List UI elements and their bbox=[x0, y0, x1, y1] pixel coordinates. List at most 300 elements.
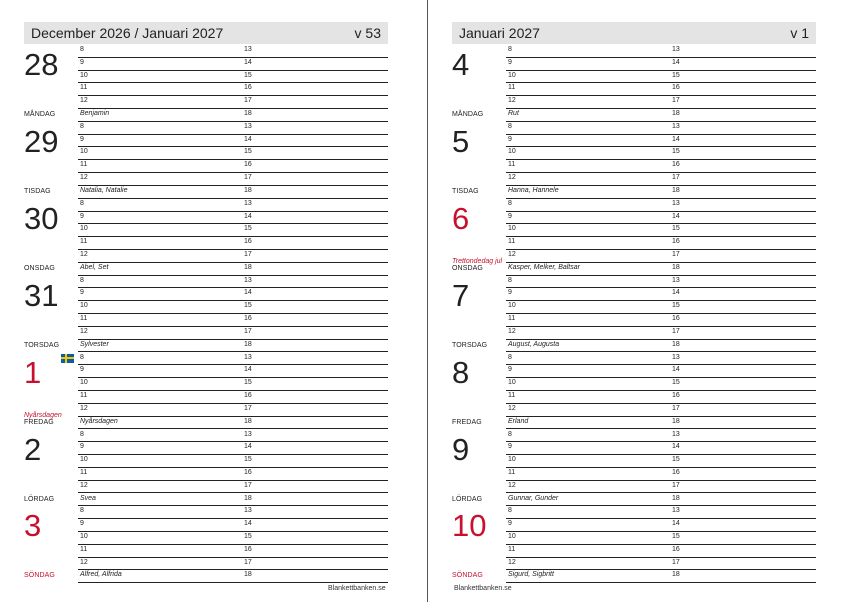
right-page-footer: Blankettbanken.se bbox=[454, 585, 512, 592]
weekday-label: LÖRDAG bbox=[24, 495, 55, 503]
hour-label: 14 bbox=[672, 520, 680, 528]
hour-label: 11 bbox=[80, 161, 88, 169]
hour-label: 13 bbox=[672, 199, 680, 207]
hour-label: 11 bbox=[80, 238, 88, 246]
hour-row bbox=[506, 300, 816, 314]
hour-label: 8 bbox=[80, 122, 84, 130]
hour-row bbox=[78, 505, 388, 519]
day-number: 31 bbox=[24, 277, 59, 313]
hour-label: 8 bbox=[508, 507, 512, 515]
hour-label: 8 bbox=[80, 353, 84, 361]
hour-row bbox=[506, 172, 816, 186]
hour-label: 18 bbox=[244, 186, 252, 194]
name-day-names: Alfred, Alfrida bbox=[80, 571, 122, 579]
name-day-names: Kasper, Melker, Baltsar bbox=[508, 263, 580, 271]
day-block bbox=[24, 198, 388, 275]
hour-label: 17 bbox=[244, 558, 252, 566]
day-number: 6 bbox=[452, 200, 470, 236]
hour-row bbox=[506, 198, 816, 212]
right-page bbox=[428, 0, 858, 602]
day-block bbox=[24, 429, 388, 506]
name-row bbox=[506, 493, 816, 507]
hour-label: 14 bbox=[244, 443, 252, 451]
hour-label: 14 bbox=[244, 289, 252, 297]
hour-label: 16 bbox=[672, 238, 680, 246]
hour-label: 18 bbox=[244, 571, 252, 579]
hour-row bbox=[506, 403, 816, 417]
hour-label: 9 bbox=[80, 366, 84, 374]
hour-row bbox=[78, 249, 388, 263]
name-day-names: Nyårsdagen bbox=[80, 417, 118, 425]
hour-row bbox=[506, 531, 816, 545]
hour-row bbox=[506, 326, 816, 340]
hour-label: 11 bbox=[508, 161, 516, 169]
day-number: 8 bbox=[452, 354, 470, 390]
name-day-names: Rut bbox=[508, 110, 519, 117]
weekday-label: FREDAG bbox=[452, 418, 482, 426]
weekday-label: ONSDAG bbox=[452, 264, 483, 272]
hour-label: 12 bbox=[80, 174, 88, 182]
hour-label: 8 bbox=[508, 122, 512, 130]
hour-row bbox=[506, 287, 816, 301]
hour-label: 9 bbox=[80, 212, 84, 220]
hour-label: 13 bbox=[672, 122, 680, 130]
hour-label: 13 bbox=[244, 353, 252, 361]
hour-label: 12 bbox=[80, 97, 88, 105]
hour-label: 18 bbox=[244, 494, 252, 502]
weekday-label: TISDAG bbox=[452, 187, 479, 195]
hour-label: 12 bbox=[508, 174, 516, 182]
hour-label: 10 bbox=[508, 148, 516, 156]
name-row bbox=[78, 108, 388, 122]
hour-label: 16 bbox=[244, 238, 252, 246]
right-page-header bbox=[452, 22, 816, 44]
day-block bbox=[452, 198, 816, 275]
hour-label: 17 bbox=[244, 174, 252, 182]
hour-label: 15 bbox=[672, 71, 680, 79]
day-number: 28 bbox=[24, 47, 59, 82]
hour-label: 17 bbox=[244, 250, 252, 258]
weekday-label: TORSDAG bbox=[24, 341, 60, 349]
hour-label: 15 bbox=[244, 532, 252, 540]
hour-label: 8 bbox=[80, 46, 84, 53]
day-block bbox=[24, 275, 388, 352]
name-day-names: Sigurd, Sigbritt bbox=[508, 571, 554, 579]
hour-row bbox=[78, 326, 388, 340]
weekday-label: TORSDAG bbox=[452, 341, 488, 349]
day-block bbox=[452, 275, 816, 352]
day-block bbox=[452, 505, 816, 582]
hour-label: 11 bbox=[508, 391, 516, 399]
day-number: 3 bbox=[24, 508, 42, 544]
day-block bbox=[452, 121, 816, 198]
day-number: 2 bbox=[24, 431, 42, 467]
hour-row bbox=[78, 377, 388, 391]
hour-row bbox=[78, 95, 388, 109]
hour-row bbox=[506, 390, 816, 404]
hour-row bbox=[506, 223, 816, 237]
hour-row bbox=[506, 544, 816, 558]
hour-row bbox=[78, 146, 388, 160]
hour-label: 13 bbox=[244, 430, 252, 438]
weekday-label: LÖRDAG bbox=[452, 495, 483, 503]
hour-row bbox=[506, 134, 816, 148]
hour-label: 17 bbox=[672, 404, 680, 412]
left-page-title: December 2026 / Januari 2027 bbox=[31, 25, 224, 41]
hour-label: 12 bbox=[80, 481, 88, 489]
hour-row bbox=[78, 467, 388, 481]
hour-label: 9 bbox=[508, 443, 512, 451]
hour-label: 9 bbox=[80, 520, 84, 528]
hour-label: 15 bbox=[244, 71, 252, 79]
hour-row bbox=[506, 121, 816, 135]
hour-row bbox=[78, 531, 388, 545]
hour-label: 15 bbox=[672, 456, 680, 464]
hour-row bbox=[78, 480, 388, 494]
day-number: 7 bbox=[452, 277, 470, 313]
name-day-names: Gunnar, Gunder bbox=[508, 494, 559, 502]
hour-label: 9 bbox=[508, 520, 512, 528]
hour-label: 14 bbox=[672, 366, 680, 374]
name-row bbox=[78, 493, 388, 507]
hour-label: 18 bbox=[244, 340, 252, 348]
hour-label: 11 bbox=[80, 391, 88, 399]
hour-row bbox=[506, 480, 816, 494]
name-row bbox=[506, 339, 816, 353]
hour-label: 8 bbox=[80, 430, 84, 438]
hour-label: 18 bbox=[672, 571, 680, 579]
day-block bbox=[24, 121, 388, 198]
hour-label: 13 bbox=[672, 276, 680, 284]
hour-row bbox=[78, 518, 388, 532]
hour-row bbox=[506, 146, 816, 160]
hour-row bbox=[506, 82, 816, 96]
hour-label: 10 bbox=[508, 379, 516, 387]
hour-label: 10 bbox=[80, 456, 88, 464]
hour-label: 11 bbox=[508, 315, 516, 323]
hour-label: 10 bbox=[80, 532, 88, 540]
name-row bbox=[506, 416, 816, 430]
day-block bbox=[452, 352, 816, 429]
hour-label: 14 bbox=[244, 58, 252, 66]
hour-label: 14 bbox=[244, 520, 252, 528]
hour-label: 13 bbox=[244, 46, 252, 53]
hour-label: 14 bbox=[244, 135, 252, 143]
hour-label: 18 bbox=[244, 110, 252, 117]
hour-label: 17 bbox=[244, 404, 252, 412]
hour-label: 18 bbox=[672, 340, 680, 348]
hour-row bbox=[78, 211, 388, 225]
hour-label: 13 bbox=[672, 353, 680, 361]
hour-label: 12 bbox=[508, 558, 516, 566]
hour-label: 17 bbox=[672, 327, 680, 335]
hour-label: 9 bbox=[508, 135, 512, 143]
hour-label: 9 bbox=[508, 366, 512, 374]
hour-label: 14 bbox=[244, 212, 252, 220]
hour-label: 15 bbox=[244, 225, 252, 233]
hour-row bbox=[506, 313, 816, 327]
hour-label: 12 bbox=[80, 250, 88, 258]
hour-label: 17 bbox=[672, 481, 680, 489]
hour-row bbox=[78, 236, 388, 250]
hour-label: 17 bbox=[672, 97, 680, 105]
hour-label: 15 bbox=[244, 302, 252, 310]
hour-row bbox=[78, 557, 388, 571]
hour-label: 18 bbox=[672, 186, 680, 194]
hour-label: 16 bbox=[244, 545, 252, 553]
hour-label: 14 bbox=[244, 366, 252, 374]
hour-label: 15 bbox=[672, 379, 680, 387]
hour-label: 13 bbox=[672, 46, 680, 53]
hour-row bbox=[506, 352, 816, 366]
hour-label: 11 bbox=[508, 238, 516, 246]
day-block bbox=[24, 352, 388, 429]
left-page-week-number: v 53 bbox=[354, 25, 381, 41]
hour-label: 16 bbox=[244, 84, 252, 92]
hour-label: 14 bbox=[672, 212, 680, 220]
hour-row bbox=[78, 454, 388, 468]
hour-label: 8 bbox=[508, 199, 512, 207]
hour-label: 8 bbox=[508, 430, 512, 438]
right-page-title: Januari 2027 bbox=[459, 25, 540, 41]
hour-label: 8 bbox=[80, 276, 84, 284]
day-number: 4 bbox=[452, 47, 470, 82]
hour-row bbox=[78, 159, 388, 173]
day-number: 9 bbox=[452, 431, 470, 467]
name-row bbox=[506, 569, 816, 583]
hour-row bbox=[506, 364, 816, 378]
hour-label: 16 bbox=[672, 391, 680, 399]
hour-label: 17 bbox=[244, 481, 252, 489]
hour-row bbox=[506, 429, 816, 443]
hour-row bbox=[506, 557, 816, 571]
hour-row bbox=[506, 95, 816, 109]
hour-row bbox=[78, 287, 388, 301]
hour-label: 13 bbox=[244, 122, 252, 130]
right-page-week-number: v 1 bbox=[790, 25, 809, 41]
hour-label: 11 bbox=[508, 84, 516, 92]
hour-label: 10 bbox=[80, 225, 88, 233]
hour-label: 15 bbox=[672, 532, 680, 540]
hour-row bbox=[78, 223, 388, 237]
hour-label: 17 bbox=[244, 97, 252, 105]
hour-label: 18 bbox=[672, 110, 680, 117]
hour-label: 9 bbox=[80, 443, 84, 451]
name-day-names: Benjamin bbox=[80, 110, 110, 117]
hour-label: 16 bbox=[244, 315, 252, 323]
hour-label: 9 bbox=[80, 289, 84, 297]
hour-row bbox=[78, 82, 388, 96]
hour-label: 13 bbox=[672, 507, 680, 515]
hour-label: 8 bbox=[508, 353, 512, 361]
hour-label: 9 bbox=[508, 212, 512, 220]
day-block bbox=[452, 429, 816, 506]
day-block bbox=[24, 44, 388, 121]
hour-row bbox=[506, 441, 816, 455]
hour-row bbox=[506, 275, 816, 289]
hour-label: 9 bbox=[80, 58, 84, 66]
hour-label: 17 bbox=[672, 174, 680, 182]
hour-row bbox=[78, 352, 388, 366]
hour-label: 10 bbox=[80, 302, 88, 310]
hour-label: 15 bbox=[244, 379, 252, 387]
hour-label: 11 bbox=[508, 468, 516, 476]
hour-label: 15 bbox=[672, 302, 680, 310]
day-number: 30 bbox=[24, 200, 59, 236]
hour-label: 14 bbox=[672, 443, 680, 451]
name-day-names: Hanna, Hannele bbox=[508, 186, 559, 194]
hour-row bbox=[78, 134, 388, 148]
hour-label: 16 bbox=[244, 161, 252, 169]
hour-label: 13 bbox=[672, 430, 680, 438]
hour-label: 16 bbox=[672, 161, 680, 169]
day-block bbox=[24, 505, 388, 582]
weekday-label: FREDAG bbox=[24, 418, 54, 426]
day-number: 5 bbox=[452, 123, 470, 159]
hour-label: 12 bbox=[508, 250, 516, 258]
hour-label: 12 bbox=[80, 558, 88, 566]
hour-label: 18 bbox=[672, 494, 680, 502]
day-number: 1 bbox=[24, 354, 42, 390]
name-row bbox=[78, 262, 388, 276]
day-block bbox=[452, 44, 816, 121]
name-day-names: Abel, Set bbox=[80, 263, 109, 271]
weekday-label: TISDAG bbox=[24, 187, 51, 195]
name-day-names: Sylvester bbox=[80, 340, 109, 348]
hour-label: 16 bbox=[672, 468, 680, 476]
hour-row bbox=[78, 544, 388, 558]
hour-row bbox=[78, 121, 388, 135]
hour-row bbox=[78, 172, 388, 186]
day-number: 10 bbox=[452, 508, 487, 544]
weekday-label: ONSDAG bbox=[24, 264, 55, 272]
hour-label: 11 bbox=[80, 84, 88, 92]
hour-row bbox=[506, 57, 816, 71]
hour-label: 16 bbox=[244, 391, 252, 399]
hour-row bbox=[506, 236, 816, 250]
hour-row bbox=[78, 441, 388, 455]
hour-label: 11 bbox=[80, 315, 88, 323]
hour-label: 16 bbox=[672, 84, 680, 92]
hour-label: 10 bbox=[508, 71, 516, 79]
hour-row bbox=[506, 211, 816, 225]
left-page-footer: Blankettbanken.se bbox=[328, 585, 386, 592]
hour-row bbox=[78, 275, 388, 289]
hour-row bbox=[78, 57, 388, 71]
hour-label: 10 bbox=[80, 148, 88, 156]
name-day-names: August, Augusta bbox=[508, 340, 560, 348]
hour-label: 18 bbox=[672, 417, 680, 425]
hour-row bbox=[78, 403, 388, 417]
hour-label: 9 bbox=[80, 135, 84, 143]
hour-row bbox=[78, 429, 388, 443]
left-page bbox=[0, 0, 427, 602]
hour-label: 11 bbox=[80, 545, 88, 553]
name-row bbox=[506, 185, 816, 199]
holiday-name: Nyårsdagen bbox=[24, 411, 62, 419]
name-row bbox=[506, 108, 816, 122]
hour-label: 18 bbox=[244, 263, 252, 271]
hour-label: 12 bbox=[508, 97, 516, 105]
hour-row bbox=[506, 44, 816, 58]
hour-row bbox=[78, 300, 388, 314]
hour-label: 14 bbox=[672, 289, 680, 297]
hour-label: 11 bbox=[508, 545, 516, 553]
hour-label: 17 bbox=[672, 558, 680, 566]
hour-label: 10 bbox=[80, 379, 88, 387]
hour-label: 12 bbox=[80, 327, 88, 335]
hour-row bbox=[78, 364, 388, 378]
holiday-name: Trettondedag jul bbox=[452, 257, 503, 265]
hour-label: 13 bbox=[244, 276, 252, 284]
hour-label: 11 bbox=[80, 468, 88, 476]
hour-label: 12 bbox=[508, 481, 516, 489]
hour-label: 15 bbox=[672, 148, 680, 156]
hour-label: 12 bbox=[508, 327, 516, 335]
hour-row bbox=[506, 518, 816, 532]
name-row bbox=[78, 416, 388, 430]
hour-label: 8 bbox=[508, 276, 512, 284]
hour-label: 12 bbox=[80, 404, 88, 412]
weekday-label: MÅNDAG bbox=[452, 111, 484, 118]
left-page-header bbox=[24, 22, 388, 44]
hour-label: 15 bbox=[672, 225, 680, 233]
hour-label: 15 bbox=[244, 456, 252, 464]
hour-row bbox=[78, 313, 388, 327]
name-day-names: Natalia, Natalie bbox=[80, 186, 128, 194]
name-day-names: Svea bbox=[80, 494, 96, 502]
hour-row bbox=[506, 377, 816, 391]
hour-row bbox=[78, 44, 388, 58]
hour-label: 8 bbox=[80, 507, 84, 515]
name-day-names: Erland bbox=[508, 417, 529, 425]
weekday-label: SÖNDAG bbox=[452, 572, 483, 580]
hour-label: 9 bbox=[508, 58, 512, 66]
hour-label: 10 bbox=[508, 302, 516, 310]
name-row bbox=[78, 569, 388, 583]
hour-label: 10 bbox=[508, 456, 516, 464]
hour-label: 14 bbox=[672, 58, 680, 66]
name-row bbox=[78, 339, 388, 353]
hour-row bbox=[78, 390, 388, 404]
hour-label: 16 bbox=[672, 545, 680, 553]
hour-label: 13 bbox=[244, 199, 252, 207]
swedish-flag-icon bbox=[61, 354, 74, 363]
hour-row bbox=[506, 249, 816, 263]
hour-label: 15 bbox=[244, 148, 252, 156]
weekday-label: MÅNDAG bbox=[24, 111, 56, 118]
hour-label: 17 bbox=[672, 250, 680, 258]
hour-label: 16 bbox=[672, 315, 680, 323]
hour-row bbox=[506, 467, 816, 481]
hour-row bbox=[78, 198, 388, 212]
hour-row bbox=[78, 70, 388, 84]
hour-row bbox=[506, 159, 816, 173]
hour-label: 10 bbox=[508, 225, 516, 233]
hour-label: 8 bbox=[80, 199, 84, 207]
hour-label: 14 bbox=[672, 135, 680, 143]
hour-row bbox=[506, 505, 816, 519]
hour-label: 13 bbox=[244, 507, 252, 515]
hour-row bbox=[506, 454, 816, 468]
name-row bbox=[506, 262, 816, 276]
hour-label: 16 bbox=[244, 468, 252, 476]
hour-label: 18 bbox=[244, 417, 252, 425]
day-number: 29 bbox=[24, 123, 59, 159]
hour-label: 10 bbox=[80, 71, 88, 79]
weekday-label: SÖNDAG bbox=[24, 572, 55, 580]
hour-label: 18 bbox=[672, 263, 680, 271]
